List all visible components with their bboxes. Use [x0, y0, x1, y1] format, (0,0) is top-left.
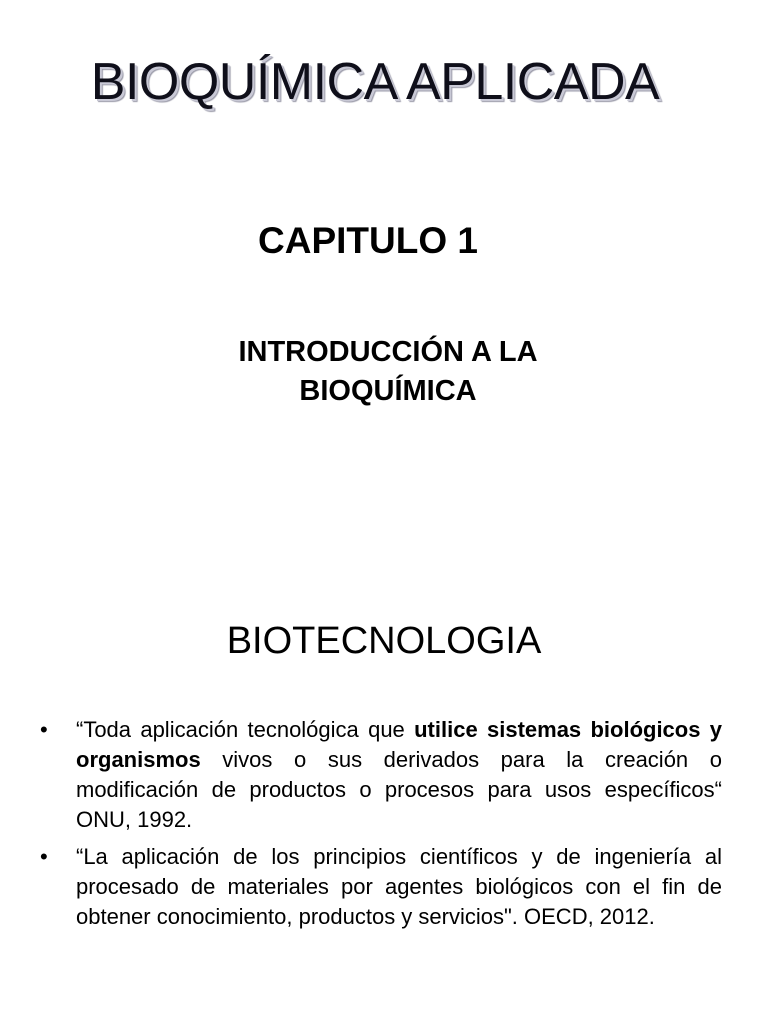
subtitle-line-1: INTRODUCCIÓN A LA [238, 336, 538, 368]
chapter-heading: CAPITULO 1 [258, 220, 478, 261]
bullet-icon: • [40, 717, 48, 742]
subtitle-line-2: BIOQUÍMICA [299, 375, 477, 407]
bullet-1-text-start: “Toda aplicación tecnológica que [76, 717, 415, 742]
bullet-item-1 [40, 715, 722, 835]
section-title: BIOTECNOLOGIA [226, 620, 542, 662]
main-title: BIOQUÍMICA APLICADA [90, 53, 660, 111]
content-slide [0, 512, 768, 1024]
chapter-subtitle [0, 333, 768, 411]
bullet-list [40, 715, 722, 939]
bullet-icon: • [40, 844, 48, 869]
bullet-2-text: “La aplicación de los principios científicos y de ingeniería al procesado de materiales por agentes biológicos con el fin de obtener conocimiento, productos y servicios". OECD, 2012. [76, 844, 722, 929]
bullet-1-text-end: vivos o sus derivados para la creación o modificación de productos o procesos para usos específicos“ ONU, 1992. [76, 747, 722, 832]
bullet-item-2 [40, 842, 722, 932]
bullet-1-emphasis: utilice sistemas biológicos y organismos [76, 717, 723, 772]
